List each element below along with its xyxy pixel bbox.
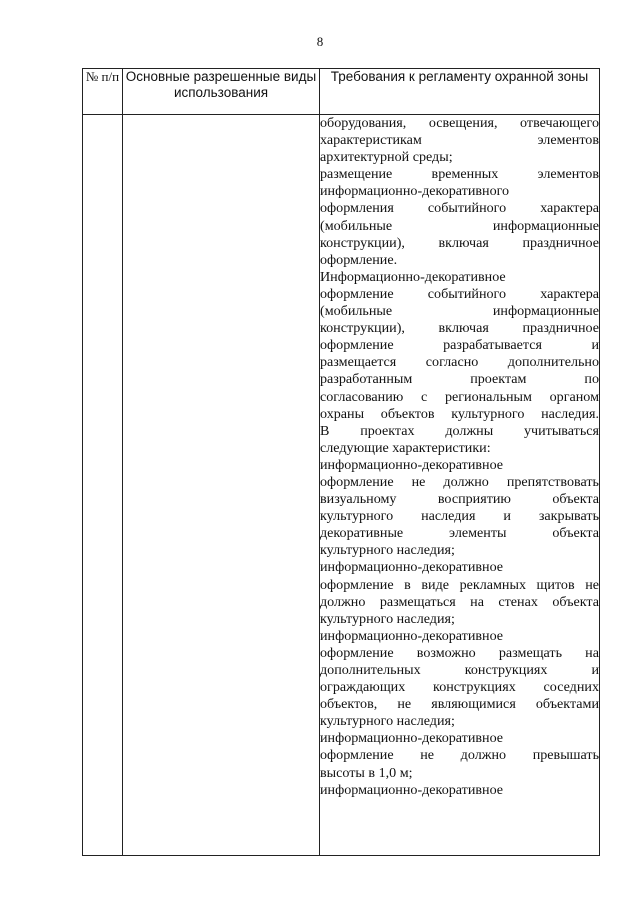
requirement-line: разработанным проектам по (320, 371, 599, 388)
requirement-line: декоративные элементы объекта (320, 525, 599, 542)
cell-requirements (320, 115, 600, 856)
regulation-table (82, 68, 600, 856)
requirement-line: конструкции), включая праздничное (320, 320, 599, 337)
requirement-line: оформление не должно препятствовать (320, 473, 599, 490)
requirement-line: высоты в 1,0 м; (320, 764, 413, 781)
requirement-line: визуальному восприятию объекта (320, 491, 599, 508)
requirement-line: ограждающих конструкциях соседних (320, 679, 599, 696)
requirement-line: размещается согласно дополнительно (320, 354, 599, 371)
requirement-line: конструкции), включая праздничное (320, 234, 599, 251)
requirement-line: культурного наследия; (320, 610, 455, 627)
requirement-line: культурного наследия; (320, 713, 455, 730)
requirement-line: согласованию с региональным органом (320, 388, 599, 405)
requirement-line: следующие характеристики: (320, 439, 491, 456)
requirement-line: охраны объектов культурного наследия. (320, 405, 599, 422)
requirement-line: размещение временных элементов (320, 166, 599, 183)
requirement-line: оформление. (320, 251, 398, 268)
requirement-line: оформление не должно превышать (320, 747, 599, 764)
requirement-line: объектов, не являющимися объектами (320, 696, 599, 713)
requirement-line: оформления событийного характера (320, 200, 599, 217)
requirement-line: культурного наследия; (320, 542, 455, 559)
requirement-line: характеристикам элементов (320, 132, 599, 149)
requirement-line: Информационно-декоративное (320, 268, 506, 285)
table-header-row (83, 69, 600, 115)
requirement-line: информационно-декоративного (320, 183, 510, 200)
requirement-line: В проектах должны учитываться (320, 422, 599, 439)
page-number: 8 (316, 34, 324, 49)
requirement-line: оформление в виде рекламных щитов не (320, 576, 599, 593)
header-requirements: Требования к регламенту охранной зоны (320, 69, 600, 115)
header-permitted-uses: Основные разрешенные виды использования (123, 69, 320, 115)
requirement-line: информационно-декоративное (320, 730, 504, 747)
requirement-line: культурного наследия и закрывать (320, 508, 599, 525)
requirement-line: информационно-декоративное (320, 781, 504, 798)
requirement-line: (мобильные информационные (320, 217, 599, 234)
requirement-line: информационно-декоративное (320, 456, 504, 473)
requirement-line: оформление возможно размещать на (320, 644, 599, 661)
requirement-line: информационно-декоративное (320, 559, 504, 576)
header-number: № п/п (83, 69, 123, 115)
cell-permitted-uses (123, 115, 320, 856)
requirement-line: информационно-декоративное (320, 627, 504, 644)
requirement-line: дополнительных конструкциях и (320, 662, 599, 678)
requirement-line: оформление разрабатывается и (320, 337, 599, 354)
requirement-line: (мобильные информационные (320, 303, 599, 320)
requirement-line: архитектурной среды; (320, 149, 453, 166)
requirement-line: должно размещаться на стенах объекта (320, 593, 599, 610)
requirement-line: оформление событийного характера (320, 285, 599, 302)
requirement-line: оборудования, освещения, отвечающего (320, 115, 599, 131)
cell-number (83, 115, 123, 856)
table-row (83, 115, 600, 856)
